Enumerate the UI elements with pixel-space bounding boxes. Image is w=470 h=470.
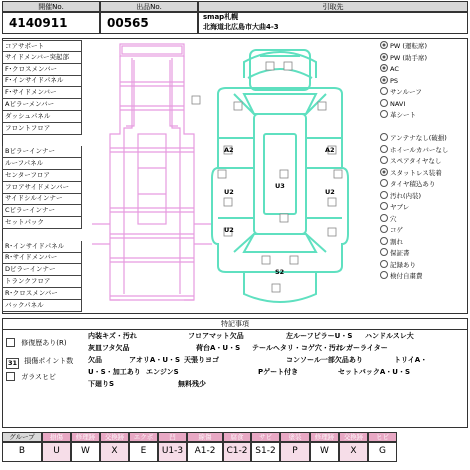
equipment-row	[380, 99, 468, 110]
equipment-row	[380, 87, 468, 98]
equipment-label: アンテナなし(破損)	[390, 134, 447, 142]
left-part-row: ルーフパネル	[2, 158, 82, 170]
equipment-checkbox[interactable]	[380, 168, 388, 176]
left-part-row: F･インサイドパネル	[2, 75, 82, 87]
grid-header-cell: 損傷	[42, 432, 71, 442]
special-note: 内装キズ・汚れ	[88, 332, 137, 340]
special-note: 天張りヨゴ	[184, 356, 219, 364]
equipment-label: コゲ	[390, 226, 403, 234]
special-note: 無料残少	[178, 380, 206, 388]
left-part-row: Cピラーインナー	[2, 205, 82, 217]
equipment-label: NAVI	[390, 99, 406, 108]
shuppin-number: 00565	[100, 12, 198, 34]
grid-value-cell: E	[129, 442, 158, 462]
damage-points-row	[6, 356, 73, 369]
equipment-row	[380, 202, 468, 213]
repair-history-row	[6, 338, 67, 348]
special-note: ハンドルスレ大	[365, 332, 414, 340]
equipment-label: 保証書	[390, 249, 410, 257]
equipment-label: 革シート	[390, 111, 416, 119]
equipment-row	[380, 225, 468, 236]
left-part-row: R･サイドメンバー	[2, 252, 82, 264]
equipment-checkbox[interactable]	[380, 260, 388, 268]
equipment-row	[380, 110, 468, 121]
equipment-checkbox[interactable]	[380, 225, 388, 233]
kaisai-number: 4140911	[2, 12, 100, 34]
diagram-label-u2-right: U2	[325, 188, 335, 196]
special-note: トリイA・	[394, 356, 428, 364]
glass-crack-label: ガラスヒビ	[21, 373, 57, 381]
special-note: Pゲート付き	[258, 368, 299, 376]
left-part-row: センターフロア	[2, 170, 82, 182]
grid-value-cell: G	[368, 442, 397, 462]
equipment-row	[380, 133, 468, 144]
equipment-row	[380, 76, 468, 87]
equipment-checkbox[interactable]	[380, 87, 388, 95]
grid-value-cell: B	[2, 442, 42, 462]
diagram-label-u2-bottom-left: U2	[224, 226, 234, 234]
left-part-row: Bピラーインナー	[2, 146, 82, 158]
damage-points-label: 損傷ポイント数	[24, 357, 74, 365]
pickup-cell	[198, 12, 468, 34]
equipment-checkbox[interactable]	[380, 110, 388, 118]
equipment-checkbox[interactable]	[380, 237, 388, 245]
equipment-row	[380, 168, 468, 179]
left-part-row: R･インサイドパネル	[2, 241, 82, 253]
left-part-row: トランクフロア	[2, 276, 82, 288]
special-note: 欠品	[88, 356, 102, 364]
equipment-checkbox[interactable]	[380, 179, 388, 187]
damage-points-value: 31	[7, 359, 18, 367]
diagram-label-a2-left: A2	[224, 146, 234, 154]
repair-history-label: 修復歴あり(R)	[21, 339, 67, 347]
special-note: セットバックA・U・S	[338, 368, 411, 376]
equipment-checkbox[interactable]	[380, 53, 388, 61]
diagram-label-a2-right: A2	[325, 146, 335, 154]
grid-value-cell: W	[71, 442, 100, 462]
special-note: コンソール一部欠品あり	[286, 356, 363, 364]
left-part-row: ダッシュパネル	[2, 111, 82, 123]
special-note: 灰皿フタ欠品	[88, 344, 130, 352]
grid-header-cell: グループ	[2, 432, 42, 442]
equipment-row	[380, 248, 468, 259]
equipment-label: ホイールカバーなし	[390, 145, 449, 154]
left-part-row: フロアサイドメンバー	[2, 182, 82, 194]
special-note: テールヘタリ・コゲ穴・汚れ	[252, 344, 343, 352]
equipment-label: AC	[390, 65, 399, 73]
equipment-checkbox[interactable]	[380, 271, 388, 279]
equipment-row	[380, 64, 468, 75]
special-note: アオリA・U・S	[129, 356, 181, 364]
equipment-row	[380, 271, 468, 282]
left-part-row: R･クロスメンバー	[2, 288, 82, 300]
equipment-label: PW (運転席)	[390, 42, 427, 50]
equipment-label: PS	[390, 76, 399, 85]
equipment-row	[380, 41, 468, 52]
grid-value-cell: U	[42, 442, 71, 462]
equipment-label: 穴	[390, 214, 397, 223]
grid-value-cell: X	[339, 442, 368, 462]
grid-value-cell: U1-3	[158, 442, 187, 462]
equipment-checkbox[interactable]	[380, 99, 388, 107]
special-note: 左ルーフピラーU・S	[286, 332, 353, 340]
special-note: 荷台A・U・S	[196, 344, 241, 352]
left-part-row: コアサポート	[2, 40, 82, 52]
equipment-row	[380, 179, 468, 190]
special-note: U・S・加工あり	[88, 368, 141, 376]
left-part-row: セットパック	[2, 217, 82, 229]
equipment-row	[380, 145, 468, 156]
grid-header-cell: 線傷	[187, 432, 223, 442]
glass-crack-row	[6, 372, 56, 382]
special-note: フロアマット欠品	[188, 332, 244, 340]
glass-crack-checkbox[interactable]	[6, 372, 15, 381]
grid-value-cell: C1-2	[223, 442, 251, 462]
equipment-label: 記録あり	[390, 260, 416, 269]
repair-history-checkbox[interactable]	[6, 338, 15, 347]
grid-value-cell: X	[100, 442, 129, 462]
left-part-row: Aピラーメンバー	[2, 99, 82, 111]
grid-header-cell: 交換跡	[100, 432, 129, 442]
equipment-checkbox[interactable]	[380, 76, 388, 84]
equipment-row	[380, 260, 468, 271]
special-notes-title: 特記事項	[2, 319, 468, 330]
equipment-checkbox[interactable]	[380, 64, 388, 72]
header-label-kaisai: 開催No.	[2, 1, 100, 12]
left-part-row: F･サイドメンバー	[2, 87, 82, 99]
grid-value-cell: P	[280, 442, 310, 462]
left-part-row: フロントフロア	[2, 123, 82, 135]
diagram-label-u2-left: U2	[224, 188, 234, 196]
equipment-label: ヤブレ	[390, 203, 410, 211]
equipment-checkbox[interactable]	[380, 133, 388, 141]
equipment-checkbox[interactable]	[380, 191, 388, 199]
grid-header-cell: 修理跡	[71, 432, 100, 442]
equipment-row	[380, 53, 468, 64]
grid-value-cell: W	[310, 442, 339, 462]
grid-header-cell: 凹	[158, 432, 187, 442]
grid-value-cell: S1-2	[251, 442, 280, 462]
equipment-label: スペアタイヤなし	[390, 157, 442, 165]
equipment-row	[380, 214, 468, 225]
left-part-row: Dピラーインナー	[2, 264, 82, 276]
special-note: シガーライター	[339, 344, 388, 352]
header-label-shuppin: 出品No.	[100, 1, 198, 12]
pickup-name: smap札幌	[203, 13, 239, 21]
equipment-label: 割れ	[390, 237, 403, 246]
special-note: エンジンS	[146, 368, 179, 376]
frame-diagram-svg	[84, 38, 380, 314]
equipment-row	[380, 191, 468, 202]
equipment-checkbox[interactable]	[380, 248, 388, 256]
equipment-label: 汚れ(内装)	[390, 191, 422, 200]
special-note: 下廻りS	[88, 380, 115, 388]
grid-header-cell: 塗装	[280, 432, 310, 442]
grid-header-cell: ヒビ	[368, 432, 397, 442]
equipment-checkbox[interactable]	[380, 41, 388, 49]
equipment-label: 検付自粛費	[390, 272, 423, 280]
equipment-row	[380, 156, 468, 167]
pickup-address: 北海道北広島市大曲4-3	[203, 23, 279, 31]
equipment-row	[380, 122, 468, 133]
equipment-label: タイヤ積込あり	[390, 180, 436, 188]
equipment-label: PW (助手席)	[390, 53, 427, 62]
equipment-label: サンルーフ	[390, 88, 422, 96]
header-label-pickup: 引取先	[198, 1, 468, 12]
grid-value-cell: A1-2	[187, 442, 223, 462]
pink-chassis-diagram	[92, 44, 212, 300]
left-part-row	[2, 229, 82, 241]
grid-header-cell: 交換跡	[339, 432, 368, 442]
equipment-checkbox[interactable]	[380, 214, 388, 222]
left-part-row: F･クロスメンバー	[2, 64, 82, 76]
damage-mark-boxes	[192, 62, 342, 292]
grid-header-cell: 腐食	[223, 432, 251, 442]
equipment-label: スタットレス装着	[390, 168, 442, 177]
grid-header-cell: 修理跡	[310, 432, 339, 442]
equipment-checkbox[interactable]	[380, 156, 388, 164]
equipment-checkbox[interactable]	[380, 145, 388, 153]
grid-header-cell: サビ	[251, 432, 280, 442]
diagram-label-s2: S2	[275, 268, 285, 276]
equipment-row	[380, 237, 468, 248]
left-part-row: バックパネル	[2, 300, 82, 312]
left-part-row: サイドメンバー突起部	[2, 52, 82, 64]
left-part-row	[2, 134, 82, 146]
grid-header-cell: エクボ	[129, 432, 158, 442]
diagram-label-u3: U3	[275, 182, 285, 190]
left-part-row: サイドシルインナー	[2, 193, 82, 205]
equipment-checkbox[interactable]	[380, 202, 388, 210]
